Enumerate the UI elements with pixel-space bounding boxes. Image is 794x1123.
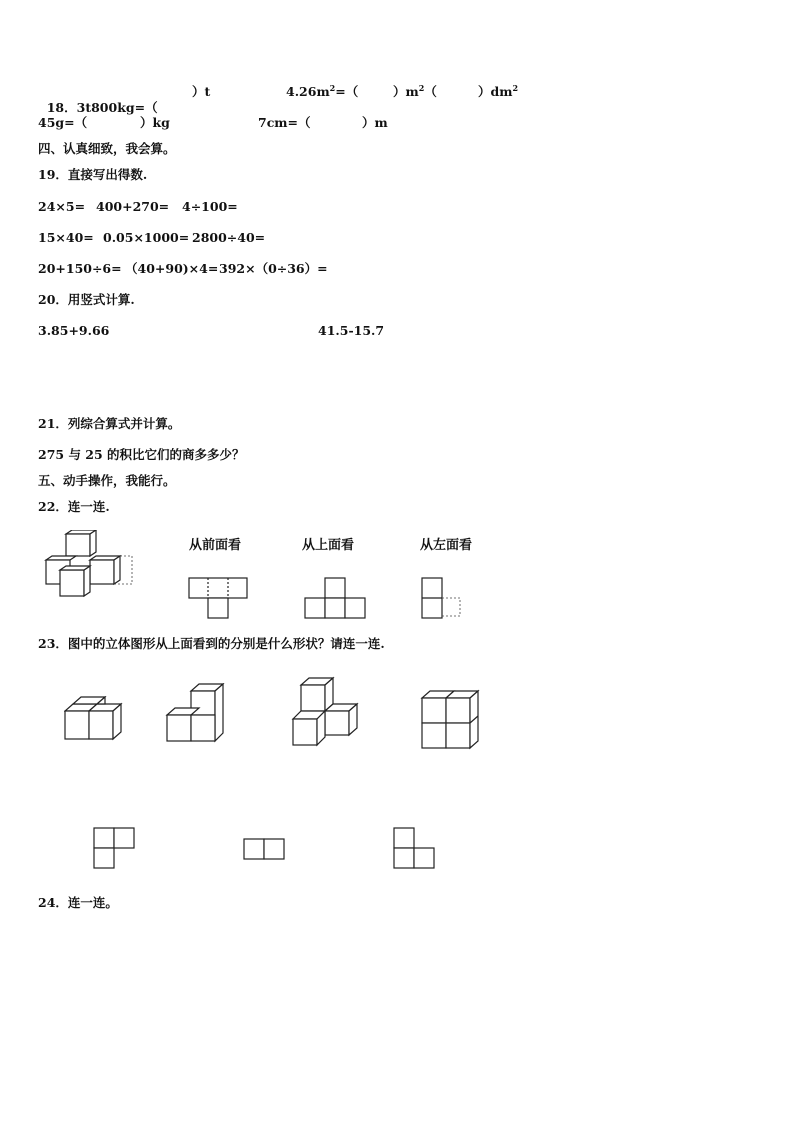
q20-title: 20．用竖式计算. xyxy=(38,292,135,307)
q23-solid-4 xyxy=(420,689,484,751)
q19-r2-c2: 0.05×1000= xyxy=(103,230,190,245)
q20-item-1: 3.85+9.66 xyxy=(38,323,110,338)
q19-r3-c1: 20+150÷6= xyxy=(38,261,122,276)
q18-expr-area: $4.26m^2=$（ xyxy=(286,83,359,99)
q19-r2-c1: 15×40= xyxy=(38,230,94,245)
q18-blank-unit-t: ）t xyxy=(192,84,211,99)
section5-heading: 五、动手操作，我能行。 xyxy=(38,473,176,488)
q23-top-view-option-1 xyxy=(93,827,137,871)
q22-view-front-label: 从前面看 xyxy=(189,538,242,553)
q19-r1-c3: 4÷100= xyxy=(182,199,238,214)
q18-blank-unit-dm2: ）$dm^2$ xyxy=(478,83,519,99)
q18-number: 18． xyxy=(46,100,77,115)
q21-title: 21．列综合算式并计算。 xyxy=(38,416,181,431)
q18-blank-unit-m2: ）$m^2$（ xyxy=(393,83,437,99)
q18-line1 xyxy=(38,84,158,116)
q19-r3-c2: （40+90)×4= xyxy=(125,261,219,276)
q19-r2-c3: 2800÷40= xyxy=(192,230,266,245)
q19-r1-c1: 24×5= xyxy=(38,199,86,214)
q19-r1-c2: 400+270= xyxy=(96,199,170,214)
q23-solid-1 xyxy=(64,696,128,742)
q22-view-left-label: 从左面看 xyxy=(420,538,473,553)
q22-left-view-shape xyxy=(420,576,464,620)
q18-expr-cm: 7cm=（ xyxy=(258,115,311,130)
q23-top-view-option-2 xyxy=(243,838,287,862)
q22-top-view-shape xyxy=(303,576,367,620)
q18-blank-unit-m: ）m xyxy=(362,115,388,130)
q22-solid-figure xyxy=(42,530,142,602)
q22-front-view-shape xyxy=(188,576,248,620)
section4-heading: 四、认真细致，我会算。 xyxy=(38,141,176,156)
q22-title: 22．连一连. xyxy=(38,499,110,514)
q23-top-view-option-3 xyxy=(393,827,437,871)
q18-expr-mass: 3t800kg=（ xyxy=(76,100,158,115)
q21-text: 275 与 25 的积比它们的商多多少？ xyxy=(38,447,245,462)
q23-solid-2 xyxy=(164,683,228,745)
q19-title: 19．直接写出得数. xyxy=(38,167,148,182)
q19-r3-c3: 392×（0÷36）= xyxy=(219,261,328,276)
q22-view-top-label: 从上面看 xyxy=(302,538,355,553)
q18-expr-grams: 45g=（ xyxy=(38,115,88,130)
q23-solid-3 xyxy=(291,676,363,748)
q24-title: 24．连一连。 xyxy=(38,895,118,910)
q23-title: 23．图中的立体图形从上面看到的分别是什么形状？请连一连. xyxy=(38,636,385,651)
q20-item-2: 41.5-15.7 xyxy=(318,323,385,338)
q18-blank-unit-kg: ）kg xyxy=(140,115,170,130)
